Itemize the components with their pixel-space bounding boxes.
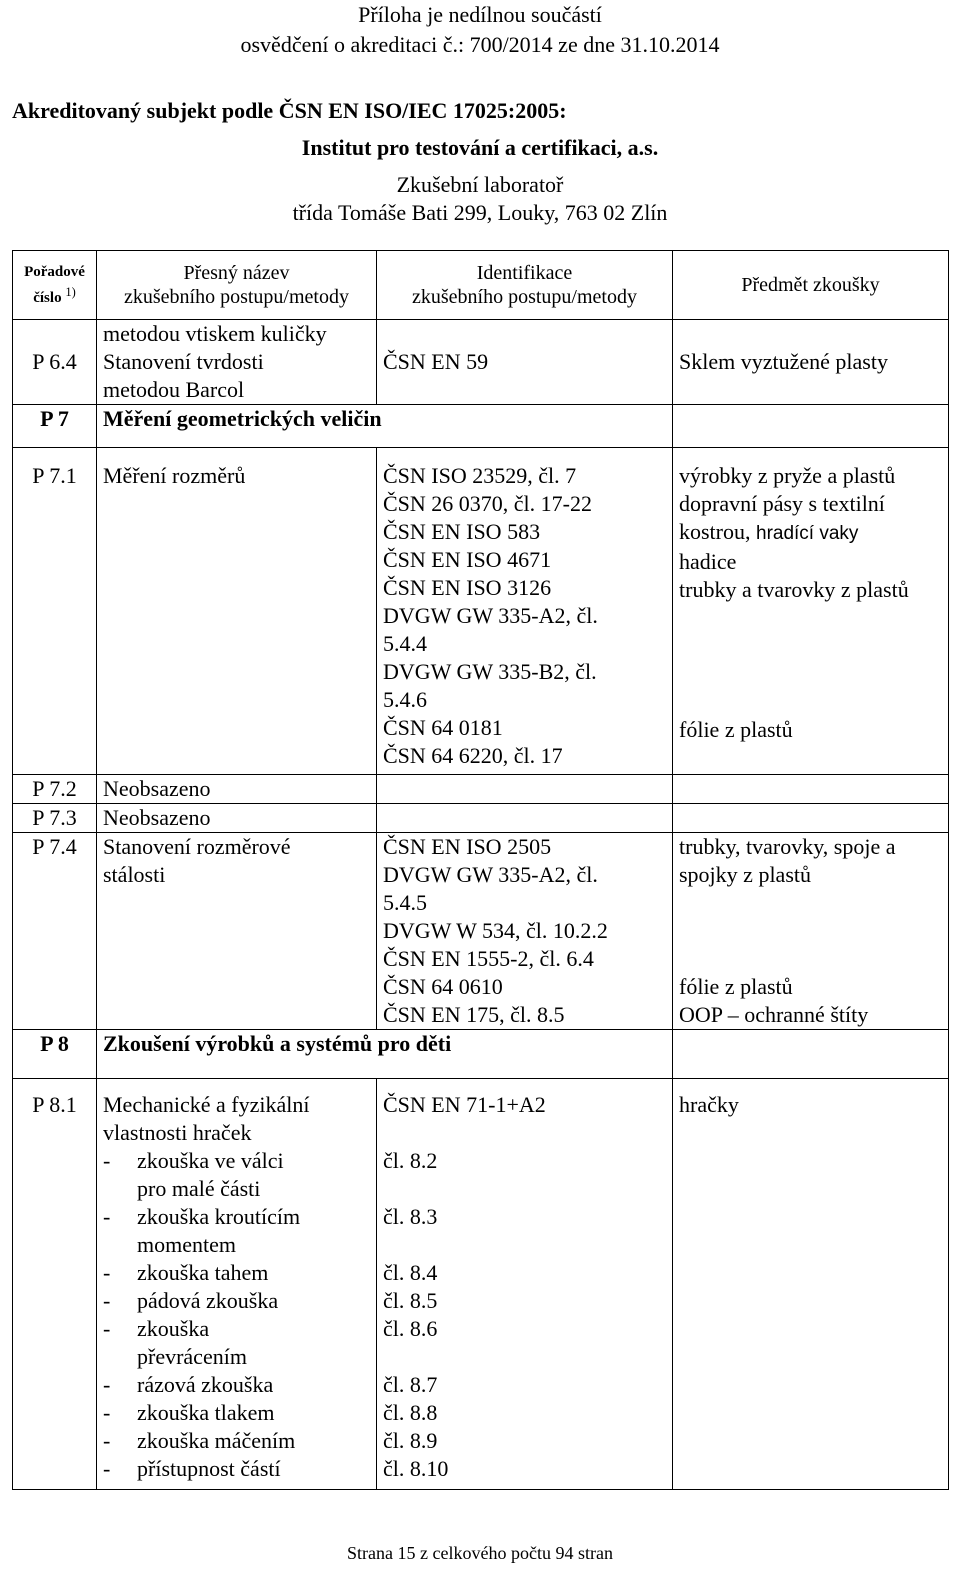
col-method-id-label: Identifikace [476, 262, 573, 284]
list-item-text: zkouška [137, 1316, 210, 1341]
col-order-number [13, 251, 97, 320]
list-item [103, 1343, 370, 1371]
institute-name: Institut pro testování a certifikaci, a.s. [301, 135, 659, 160]
test-subject: Sklem vyztužené plasty [679, 349, 888, 374]
section-number: P 7 [40, 406, 69, 431]
section-title: Měření geometrických veličin [103, 406, 382, 431]
table-row [13, 1030, 949, 1079]
list-item [103, 1315, 370, 1343]
method-id: čl. 8.5 [383, 1288, 438, 1313]
row-number: P 7.2 [32, 776, 77, 801]
col-number-label: číslo [33, 290, 62, 306]
method-id: ČSN 64 0610 [383, 974, 503, 999]
test-subject-part: hradící vaky [756, 523, 859, 544]
test-subject: trubky a tvarovky z plastů [679, 577, 909, 602]
list-item-text: rázová zkouška [137, 1372, 274, 1397]
table-row [13, 448, 949, 775]
list-dash: - [103, 1428, 111, 1453]
test-subject: hračky [679, 1092, 739, 1117]
list-item-text: zkouška ve válci [137, 1148, 284, 1173]
list-item-text: zkouška kroutícím [137, 1204, 301, 1229]
method-id: 5.4.4 [383, 631, 427, 656]
list-dash: - [103, 1288, 111, 1313]
col-method-name [97, 251, 377, 320]
method-id: 5.4.5 [383, 890, 427, 915]
list-item-text: přístupnost částí [137, 1456, 281, 1481]
laboratory-address: třída Tomáše Bati 299, Louky, 763 02 Zlín [292, 200, 668, 225]
list-item-text: pro malé části [137, 1176, 261, 1201]
list-item [103, 1399, 370, 1427]
col-test-subject [673, 251, 949, 320]
table-row [13, 804, 949, 833]
method-id: DVGW W 534, čl. 10.2.2 [383, 918, 608, 943]
list-dash: - [103, 1372, 111, 1397]
section-number: P 8 [40, 1031, 69, 1056]
table-row [13, 320, 949, 405]
method-line: Stanovení tvrdosti [103, 349, 264, 374]
col-order-label: Pořadové [24, 264, 85, 280]
method-name: vlastnosti hraček [103, 1120, 252, 1145]
method-id: ČSN ISO 23529, čl. 7 [383, 463, 577, 488]
accreditation-ref: osvědčení o akreditaci č.: 700/2014 ze dne 31.10.2014 [240, 32, 720, 57]
list-item [103, 1203, 370, 1231]
row-number: P 6.4 [32, 349, 77, 374]
method-id: čl. 8.8 [383, 1400, 438, 1425]
list-dash: - [103, 1456, 111, 1481]
method-id: ČSN EN 71-1+A2 [383, 1092, 546, 1117]
method-id: čl. 8.2 [383, 1148, 438, 1173]
row-number: P 8.1 [32, 1092, 77, 1117]
method-id: ČSN EN ISO 2505 [383, 834, 552, 859]
method-id: čl. 8.6 [383, 1316, 438, 1341]
test-subject: OOP – ochranné štíty [679, 1002, 869, 1027]
method-id: 5.4.6 [383, 687, 427, 712]
list-item [103, 1287, 370, 1315]
test-subject: výrobky z pryže a plastů [679, 463, 896, 488]
list-dash: - [103, 1316, 111, 1341]
list-item [103, 1259, 370, 1287]
list-item-text: momentem [137, 1232, 236, 1257]
accredited-subject: Akreditovaný subjekt podle ČSN EN ISO/IEC 17025:2005: [12, 98, 567, 123]
row-number: P 7.4 [32, 834, 77, 859]
list-item-text: převrácením [137, 1344, 247, 1369]
method-id: ČSN EN ISO 4671 [383, 547, 552, 572]
col-method-id-sub: zkušebního postupu/metody [412, 286, 637, 308]
col-method-name-label: Přesný název [183, 262, 290, 284]
list-item-text: zkouška tlakem [137, 1400, 275, 1425]
table-row [13, 405, 949, 448]
method-name: Mechanické a fyzikální [103, 1092, 310, 1117]
method-name: Neobsazeno [103, 805, 211, 830]
method-id: čl. 8.9 [383, 1428, 438, 1453]
method-id: ČSN EN 59 [383, 349, 489, 374]
method-id: ČSN 64 6220, čl. 17 [383, 743, 563, 768]
test-methods-table [12, 250, 949, 1490]
list-dash: - [103, 1400, 111, 1425]
test-subject [679, 518, 942, 548]
list-item-text: pádová zkouška [137, 1288, 279, 1313]
method-name: Neobsazeno [103, 776, 211, 801]
test-subject: hadice [679, 549, 737, 574]
test-subject-part: kostrou, [679, 519, 751, 544]
row-number: P 7.1 [32, 463, 77, 488]
method-id: čl. 8.7 [383, 1372, 438, 1397]
method-id: DVGW GW 335-A2, čl. [383, 862, 598, 887]
col-method-id [377, 251, 673, 320]
list-item [103, 1175, 370, 1203]
method-id: čl. 8.10 [383, 1456, 449, 1481]
list-item [103, 1371, 370, 1399]
list-dash: - [103, 1204, 111, 1229]
method-name: Měření rozměrů [103, 463, 246, 488]
test-subject: trubky, tvarovky, spoje a [679, 834, 896, 859]
method-id: ČSN EN 175, čl. 8.5 [383, 1002, 565, 1027]
test-subject: spojky z plastů [679, 862, 811, 887]
table-row [13, 1079, 949, 1490]
list-item-text: zkouška tahem [137, 1260, 269, 1285]
list-item [103, 1147, 370, 1175]
method-id: ČSN 26 0370, čl. 17-22 [383, 491, 592, 516]
method-id: čl. 8.3 [383, 1204, 438, 1229]
method-line: metodou Barcol [103, 377, 245, 402]
method-id: DVGW GW 335-B2, čl. [383, 659, 597, 684]
laboratory-name: Zkušební laboratoř [396, 172, 564, 197]
method-name: Stanovení rozměrové [103, 834, 291, 859]
page-footer: Strana 15 z celkového počtu 94 stran [347, 1543, 613, 1563]
table-header-row [13, 251, 949, 320]
list-dash: - [103, 1148, 111, 1173]
test-subject: fólie z plastů [679, 717, 793, 742]
method-id: čl. 8.4 [383, 1260, 438, 1285]
test-subject: dopravní pásy s textilní [679, 491, 885, 516]
list-item-text: zkouška máčením [137, 1428, 296, 1453]
annex-note: Příloha je nedílnou součástí [358, 2, 602, 27]
method-id: ČSN EN ISO 583 [383, 519, 541, 544]
list-dash: - [103, 1260, 111, 1285]
row-number: P 7.3 [32, 805, 77, 830]
table-row [13, 775, 949, 804]
list-item [103, 1455, 370, 1483]
list-item [103, 1231, 370, 1259]
list-item [103, 1427, 370, 1455]
method-line: metodou vtiskem kuličky [103, 321, 327, 346]
method-id: DVGW GW 335-A2, čl. [383, 603, 598, 628]
test-subject: fólie z plastů [679, 974, 793, 999]
method-id: ČSN EN 1555-2, čl. 6.4 [383, 946, 594, 971]
col-method-name-sub: zkušebního postupu/metody [124, 286, 349, 308]
method-id: ČSN 64 0181 [383, 715, 503, 740]
method-id: ČSN EN ISO 3126 [383, 575, 552, 600]
col-test-subject-label: Předmět zkoušky [741, 274, 880, 296]
method-name: stálosti [103, 862, 166, 887]
footnote-ref: 1) [65, 285, 76, 299]
table-row [13, 833, 949, 1030]
section-title: Zkoušení výrobků a systémů pro děti [103, 1031, 452, 1056]
